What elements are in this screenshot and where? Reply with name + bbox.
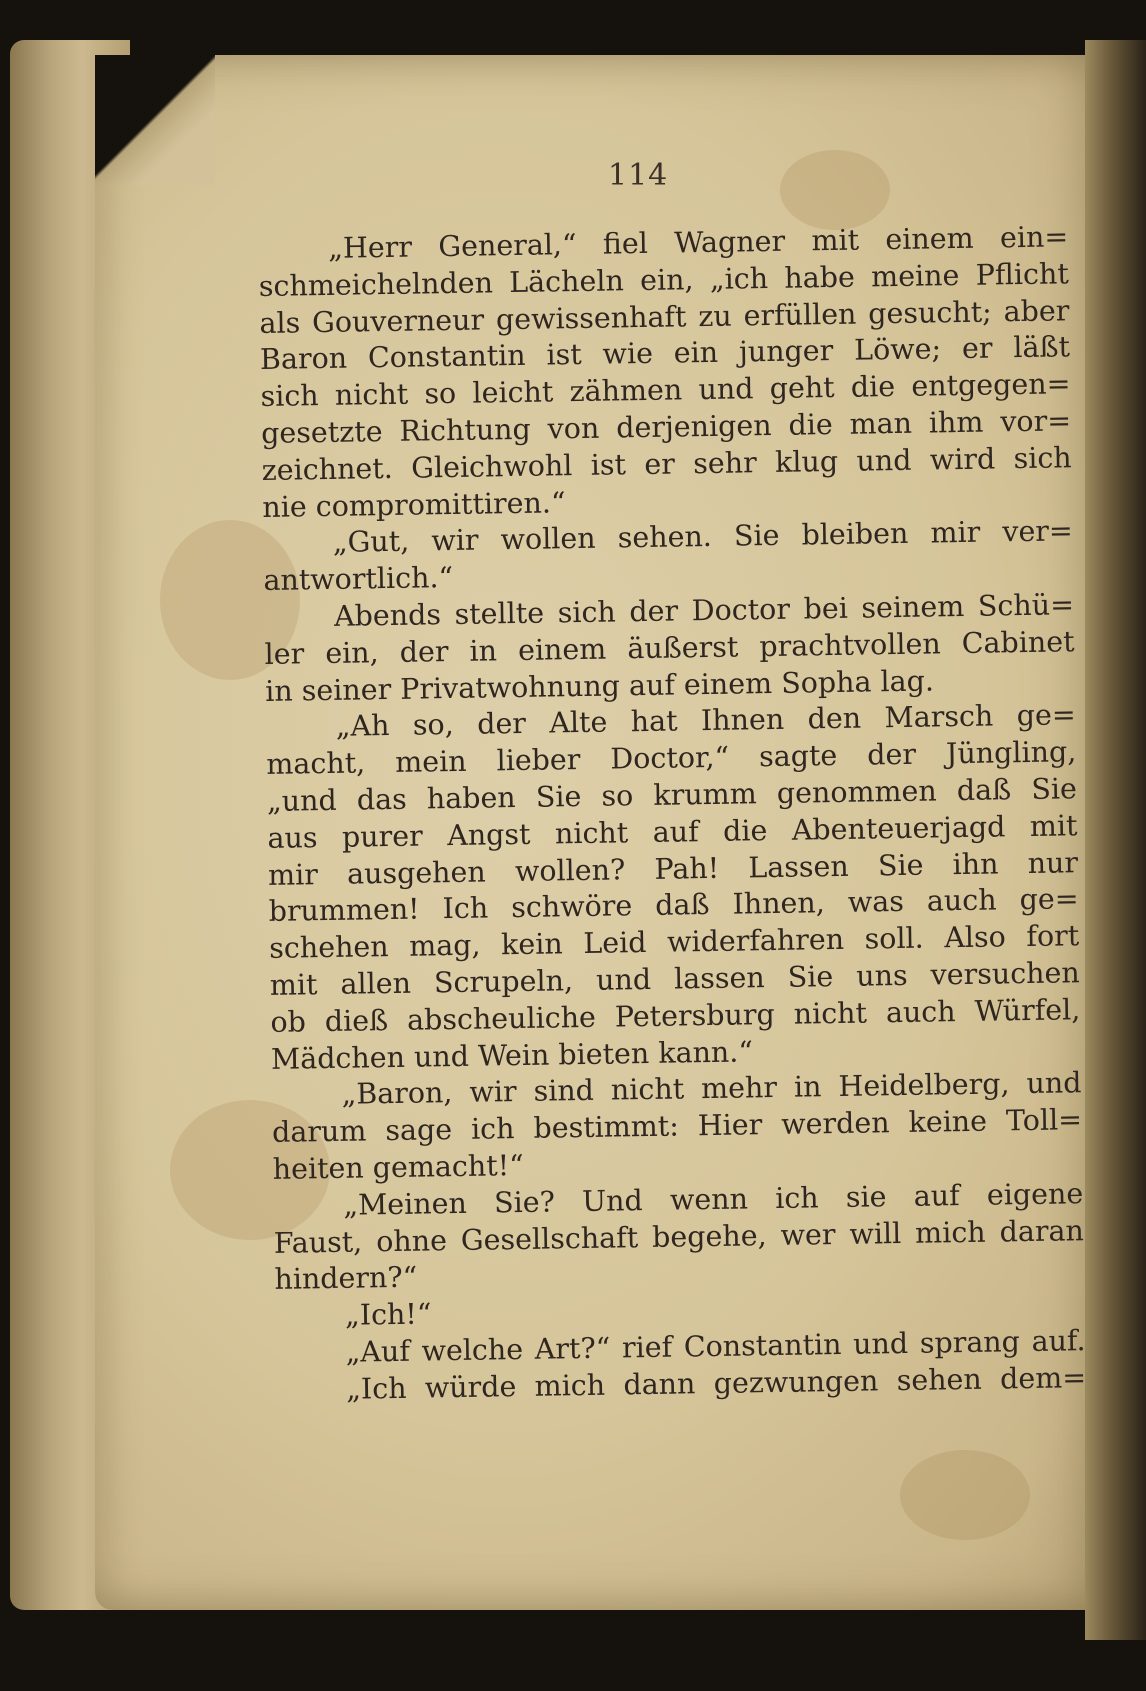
text-line: mir ausgehen wollen? Pah! Lassen Sie ihn nur bbox=[267, 845, 1079, 892]
text-line: als Gouverneur gewissenhaft zu erfüllen gesucht; aber bbox=[259, 293, 1070, 340]
text-line: „Meinen Sie? Und wenn ich sie auf eigene bbox=[343, 1176, 1084, 1222]
book-spine bbox=[1085, 40, 1146, 1640]
text-line: darum sage ich bestimmt: Hier werden keine Toll= bbox=[271, 1103, 1083, 1150]
text-line: aus purer Angst nicht auf die Abenteuerjagd mit bbox=[267, 808, 1078, 855]
text-line: Faust, ohne Gesellschaft begehe, wer will mich daran bbox=[273, 1213, 1085, 1260]
text-line: macht, mein lieber Doctor,“ sagte der Jüngling, bbox=[266, 735, 1077, 782]
text-line: schmeichelnden Lächeln ein, „ich habe meine Pflicht bbox=[258, 257, 1070, 303]
text-line: zeichnet. Gleichwohl ist er sehr klug und wird sich bbox=[261, 441, 1072, 487]
text-line: gesetzte Richtung von derjenigen die man ihm vor= bbox=[260, 404, 1072, 450]
folded-corner bbox=[95, 55, 215, 185]
text-line: sich nicht so leicht zähmen und geht die entgegen= bbox=[260, 367, 1071, 414]
body-text bbox=[258, 219, 1086, 1409]
text-line: mit allen Scrupeln, und lassen Sie uns versuchen bbox=[269, 956, 1080, 1002]
text-line: schehen mag, kein Leid widerfahren soll. Also fort bbox=[268, 919, 1080, 966]
text-line: „Gut, wir wollen sehen. Sie bleiben mir ver= bbox=[332, 514, 1074, 560]
text-line: „Ah so, der Alte hat Ihnen den Marsch ge= bbox=[335, 698, 1076, 744]
page-number: 114 bbox=[608, 158, 669, 193]
text-line: ler ein, der in einem äußerst prachtvollen Cabinet bbox=[264, 624, 1075, 671]
text-line: Abends stellte sich der Doctor bei seinem Schü= bbox=[333, 588, 1075, 633]
text-line: antwortlich.“ bbox=[263, 561, 454, 598]
text-line: „Baron, wir sind nicht mehr in Heidelberg, und bbox=[341, 1066, 1082, 1112]
text-line: brummen! Ich schwöre daß Ihnen, was auch ge= bbox=[268, 882, 1079, 929]
text-line: „Ich!“ bbox=[344, 1297, 432, 1332]
text-line: Mädchen und Wein bieten kann.“ bbox=[270, 1034, 754, 1076]
text-line: „Ich würde mich dann gezwungen sehen dem= bbox=[345, 1360, 1087, 1406]
text-line: „Herr General,“ fiel Wagner mit einem ein= bbox=[328, 220, 1069, 265]
text-line: in seiner Privatwohnung auf einem Sopha lag. bbox=[264, 664, 935, 708]
paper-stain bbox=[780, 150, 890, 230]
paper-stain bbox=[900, 1450, 1030, 1540]
text-line: nie compromittiren.“ bbox=[262, 485, 566, 524]
text-line: Baron Constantin ist wie ein junger Löwe; er läßt bbox=[259, 330, 1071, 377]
text-line: ob dieß abscheuliche Petersburg nicht auch Würfel, bbox=[270, 992, 1081, 1039]
text-line: heiten gemacht!“ bbox=[272, 1148, 524, 1186]
text-line: „und das haben Sie so krumm genommen daß Sie bbox=[266, 772, 1078, 818]
text-line: hindern?“ bbox=[274, 1260, 418, 1297]
text-line: „Auf welche Art?“ rief Constantin und sprang auf. bbox=[345, 1324, 1086, 1369]
